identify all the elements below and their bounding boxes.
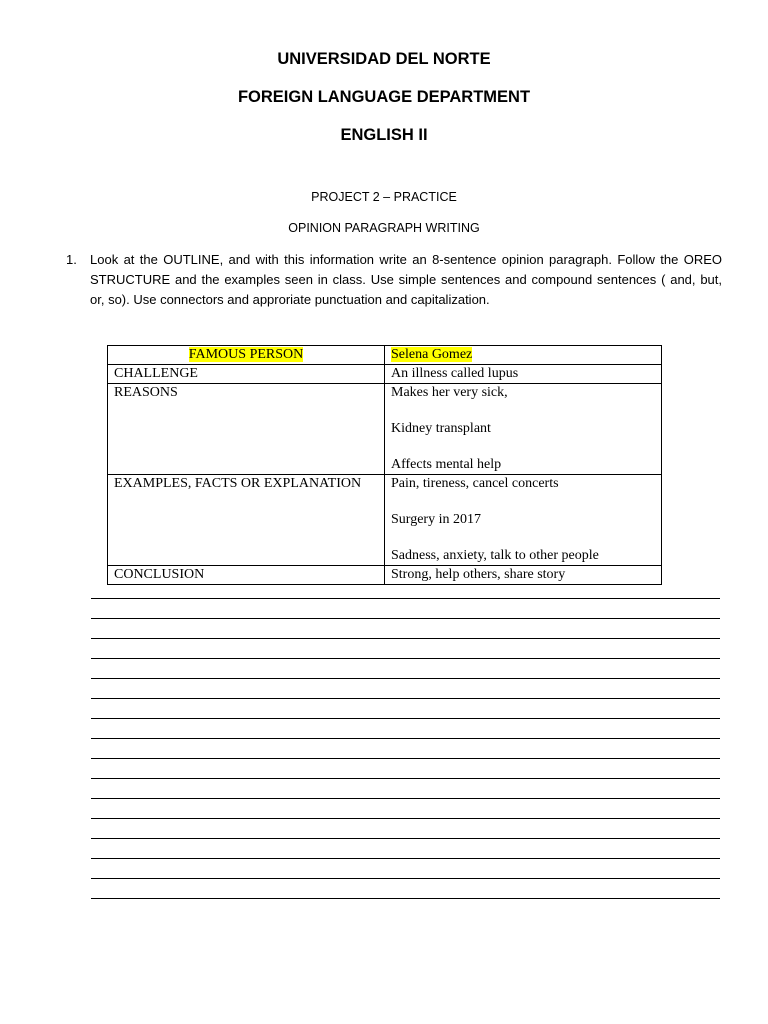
project-subtitle: OPINION PARAGRAPH WRITING xyxy=(288,221,480,235)
writing-line[interactable] xyxy=(91,659,720,679)
outline-header-right xyxy=(385,346,662,365)
outline-value xyxy=(385,365,662,384)
writing-line[interactable] xyxy=(91,759,720,779)
outline-value xyxy=(385,384,662,475)
writing-line[interactable] xyxy=(91,879,720,899)
outline-value-line: Makes her very sick, xyxy=(391,385,508,400)
writing-line[interactable] xyxy=(91,739,720,759)
outline-value-line: Surgery in 2017 xyxy=(391,512,481,527)
outline-value-line: Sadness, anxiety, talk to other people xyxy=(391,548,599,563)
outline-value-line: Affects mental help xyxy=(391,457,502,472)
writing-line[interactable] xyxy=(91,619,720,639)
writing-line[interactable] xyxy=(91,839,720,859)
writing-area[interactable] xyxy=(91,598,720,899)
writing-line[interactable] xyxy=(91,819,720,839)
famous-person-label: FAMOUS PERSON xyxy=(188,347,304,362)
outline-label: REASONS xyxy=(108,384,385,475)
outline-table xyxy=(107,345,662,585)
department-title: FOREIGN LANGUAGE DEPARTMENT xyxy=(237,88,531,106)
outline-value xyxy=(385,475,662,566)
outline-label: CONCLUSION xyxy=(108,566,385,585)
outline-header-row xyxy=(108,346,662,365)
outline-row-challenge xyxy=(108,365,662,384)
writing-line[interactable] xyxy=(91,719,720,739)
instruction-number: 1. xyxy=(66,252,77,267)
writing-line[interactable] xyxy=(91,699,720,719)
writing-line[interactable] xyxy=(91,639,720,659)
outline-value xyxy=(385,566,662,585)
outline-header-left xyxy=(108,346,385,365)
outline-value-line: Pain, tireness, cancel concerts xyxy=(391,476,559,491)
writing-line[interactable] xyxy=(91,679,720,699)
project-title: PROJECT 2 – PRACTICE xyxy=(311,190,457,204)
famous-person-value: Selena Gomez xyxy=(391,347,473,362)
outline-label: EXAMPLES, FACTS OR EXPLANATION xyxy=(108,475,385,566)
writing-line[interactable] xyxy=(91,779,720,799)
outline-value-line: Strong, help others, share story xyxy=(391,567,566,582)
writing-line[interactable] xyxy=(91,859,720,879)
university-title: UNIVERSIDAD DEL NORTE xyxy=(277,50,491,68)
outline-value-line: An illness called lupus xyxy=(391,366,519,381)
outline-label: CHALLENGE xyxy=(108,365,385,384)
outline-row-examples xyxy=(108,475,662,566)
instruction-item xyxy=(66,250,722,310)
outline-row-reasons xyxy=(108,384,662,475)
instruction-text: Look at the OUTLINE, and with this information write an 8-sentence opinion paragraph. Follow the OREO STRUCTURE and the examples seen in class. Use simple sentences and compound sentences ( and, but, or, so). Use connectors and approriate punctuation and capitalization. xyxy=(90,252,722,307)
course-title: ENGLISH II xyxy=(340,126,428,144)
outline-row-conclusion xyxy=(108,566,662,585)
writing-line[interactable] xyxy=(91,799,720,819)
outline-value-line: Kidney transplant xyxy=(391,421,491,436)
writing-line[interactable] xyxy=(91,599,720,619)
